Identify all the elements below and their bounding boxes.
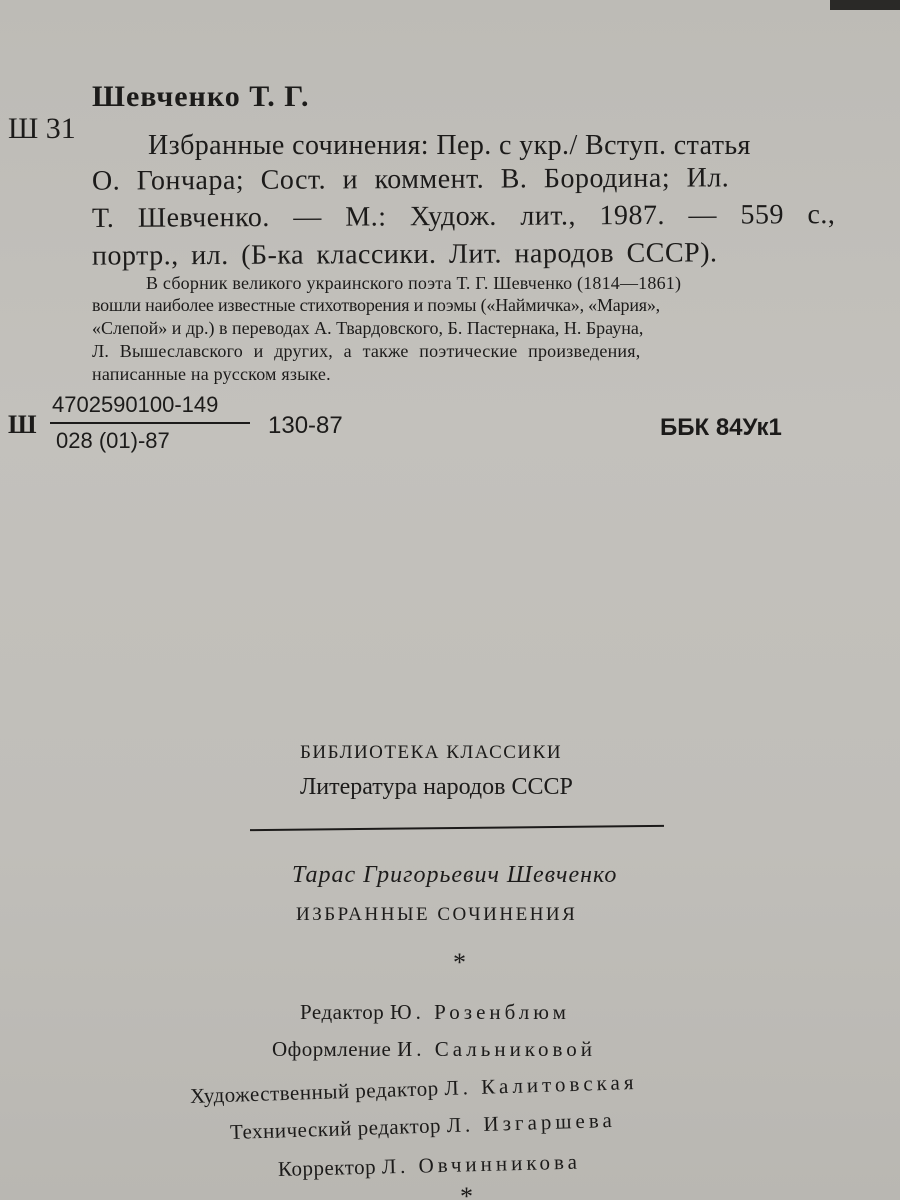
credit-name: Л. Овчинникова xyxy=(381,1149,582,1179)
classification-numerator: 4702590100-149 xyxy=(52,392,219,417)
classification-letter: Ш xyxy=(8,410,37,439)
bibliographic-line-2: О. Гончара; Сост. и коммент. В. Бородина; Ил. xyxy=(91,162,730,197)
bibliographic-line-4: портр., ил. (Б-ка классики. Лит. народов СССР). xyxy=(91,237,718,272)
subseries-title: Литература народов СССР xyxy=(300,774,573,800)
credit-editor xyxy=(300,1000,570,1025)
credit-role: Редактор xyxy=(300,1000,385,1024)
catalog-code: Ш 31 xyxy=(8,112,76,145)
credit-name: Л. Калитовская xyxy=(444,1069,638,1100)
annotation-line-5: написанные на русском языке. xyxy=(92,364,331,384)
fraction-bar xyxy=(50,422,250,424)
credit-tech-editor xyxy=(230,1108,617,1145)
book-title: ИЗБРАННЫЕ СОЧИНЕНИЯ xyxy=(296,904,578,925)
asterisk-separator: * xyxy=(453,948,466,977)
credit-name: Л. Изгаршева xyxy=(446,1107,617,1138)
credit-design xyxy=(272,1037,596,1062)
author-name: Шевченко Т. Г. xyxy=(92,80,310,113)
credit-name: И. Сальниковой xyxy=(397,1037,596,1061)
annotation-line-4: Л. Вышеславского и других, а также поэтические произведения, xyxy=(92,341,641,361)
bbk-index: ББК 84Ук1 xyxy=(660,414,782,441)
credit-role: Художественный редактор xyxy=(189,1076,440,1108)
annotation-line-2: вошли наиболее известные стихотворения и поэмы («Наймичка», «Мария», xyxy=(92,295,660,315)
credit-role: Оформление xyxy=(272,1037,392,1061)
classification-code: 130-87 xyxy=(268,412,343,439)
bottom-asterisk: * xyxy=(460,1182,473,1200)
credit-art-editor xyxy=(190,1070,638,1109)
series-title: БИБЛИОТЕКА КЛАССИКИ xyxy=(300,742,563,763)
divider-rule xyxy=(250,825,664,831)
page-corner-shadow xyxy=(830,0,900,10)
bibliographic-line-1: Избранные сочинения: Пер. с укр./ Вступ. статья xyxy=(148,130,751,161)
annotation-line-3: «Слепой» и др.) в переводах А. Твардовского, Б. Пастернака, Н. Брауна, xyxy=(92,318,644,338)
credit-name: Ю. Розенблюм xyxy=(390,1000,570,1024)
credit-proofreader xyxy=(278,1150,582,1182)
bibliographic-line-3: Т. Шевченко. — М.: Худож. лит., 1987. — 559 с., xyxy=(91,199,836,234)
author-full-name: Тарас Григорьевич Шевченко xyxy=(292,862,618,888)
annotation-line-1: В сборник великого украинского поэта Т. Г. Шевченко (1814—1861) xyxy=(146,273,682,293)
classification-denominator: 028 (01)-87 xyxy=(56,428,170,453)
credit-role: Технический редактор xyxy=(229,1113,442,1144)
credit-role: Корректор xyxy=(277,1154,377,1181)
